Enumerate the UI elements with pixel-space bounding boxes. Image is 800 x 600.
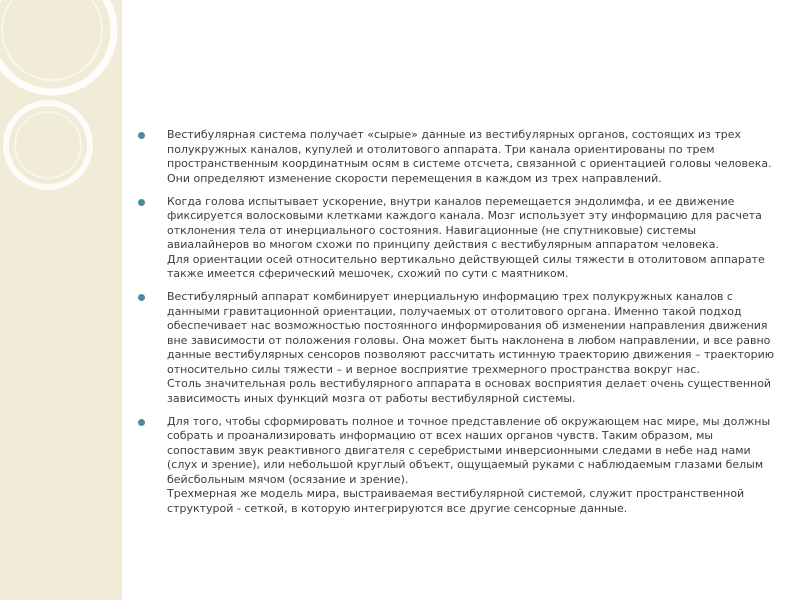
bullet-dot-icon bbox=[138, 419, 145, 426]
bullet-list bbox=[134, 128, 779, 525]
bullet-item bbox=[134, 195, 779, 282]
decorative-rings-graphic bbox=[0, 0, 122, 600]
bullet-item bbox=[134, 415, 779, 517]
large-ring-shape bbox=[0, 0, 114, 92]
large-inner-ring-shape bbox=[2, 0, 102, 80]
bullet-item bbox=[134, 290, 779, 406]
bullet-text: Для того, чтобы сформировать полное и точное представление об окружающем нас мире, мы должны собрать и проанализировать информацию от всех наших органов чувств. Таким образом, мы сопоставим звук реактивного двигателя с серебристыми инверсионными следами в небе над нами (слух и зрение), или небольшой круглый объект, ощущаемый руками с наблюдаемым глазами белым бейсбольным мячом (осязание и зрение). bbox=[167, 414, 771, 486]
bullet-text: Когда голова испытывает ускорение, внутри каналов перемещается эндолимфа, и ее движение фиксируется волосковыми клетками каждого канала. Мозг использует эту информацию для расчета отклонения тела от инерциального состояния. Навигационные (не спутниковые) системы авиалайнеров во многом схожи по принципу действия с вестибулярным аппаратом человека. bbox=[167, 194, 762, 251]
bullet-item bbox=[134, 128, 779, 186]
bullet-dot-icon bbox=[138, 132, 145, 139]
small-ring-shape bbox=[6, 103, 90, 187]
small-inner-ring-shape bbox=[15, 112, 81, 178]
bullet-dot-icon bbox=[138, 294, 145, 301]
decorative-side-band bbox=[0, 0, 122, 600]
bullet-text: Вестибулярный аппарат комбинирует инерциальную информацию трех полукружных каналов с данными гравитационной ориентации, получаемых от отолитового органа. Именно такой подход обеспечивает нас возможностью постоянного информирования об изменении направления движения вне зависимости от положения головы. Она может быть наклонена в любом направлении, и все равно данные вестибулярных сенсоров позволяют рассчитать истинную траекторию движения – траекторию относительно силы тяжести – и верное восприятие трехмерного пространства вокруг нас. bbox=[167, 290, 775, 376]
bullet-text-continuation: Трехмерная же модель мира, выстраиваемая вестибулярной системой, служит пространственной структурой - сеткой, в которую интегрируются все другие сенсорные данные. bbox=[167, 487, 745, 515]
bullet-text-continuation: Для ориентации осей относительно вертикально действующей силы тяжести в отолитовом аппарате также имеется сферический мешочек, схожий по сути с маятником. bbox=[167, 252, 765, 280]
bullet-dot-icon bbox=[138, 199, 145, 206]
bullet-text: Вестибулярная система получает «сырые» данные из вестибулярных органов, состоящих из трех полукружных каналов, купулей и отолитового аппарата. Три канала ориентированы по трем пространственным координатным осям в системе отсчета, связанной с ориентацией головы человека. Они определяют изменение скорости перемещения в каждом из трех направлений. bbox=[167, 128, 772, 185]
bullet-text-continuation: Столь значительная роль вестибулярного аппарата в основах восприятия делает очень существенной зависимость иных функций мозга от работы вестибулярной системы. bbox=[167, 377, 772, 405]
